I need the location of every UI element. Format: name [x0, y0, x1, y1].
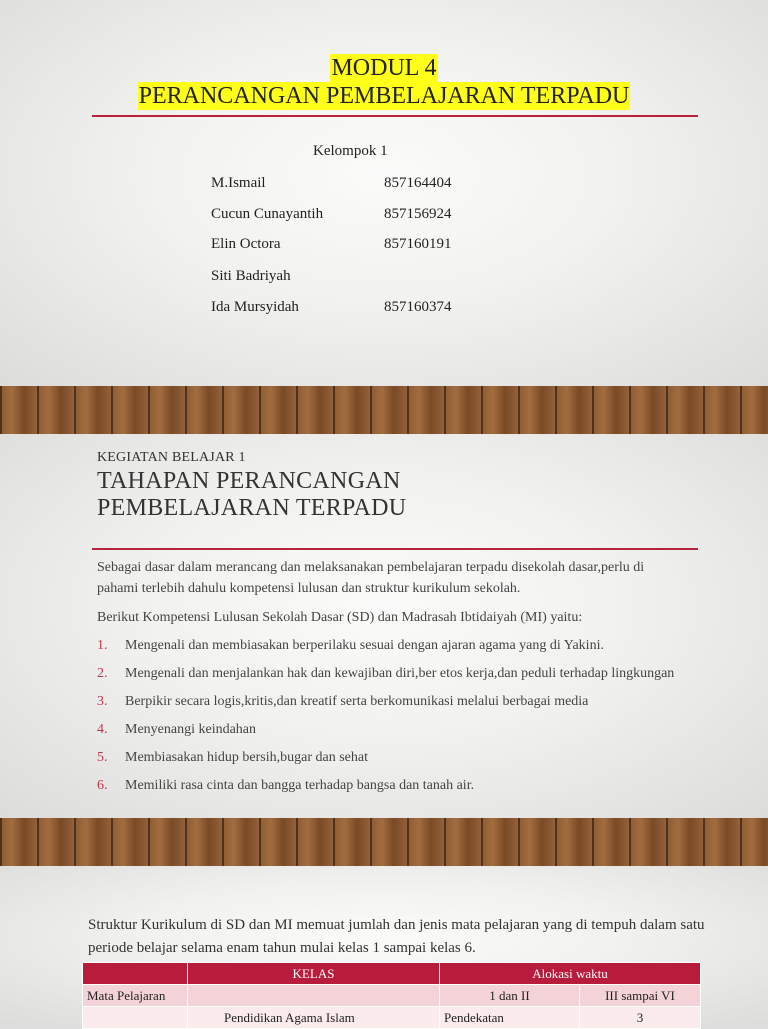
- member-name: Elin Octora: [211, 236, 281, 252]
- list-text: Memiliki rasa cinta dan bangga terhadap bangsa dan tanah air.: [125, 778, 475, 793]
- list-item: [97, 747, 687, 768]
- wood-floor-band: [0, 818, 768, 866]
- intro-paragraph: Sebagai dasar dalam merancang dan melaksanakan pembelajaran terpadu disekolah dasar,perlu di pahami terlebih dahulu kompetensi lulusan dan struktur kurikulum sekolah.: [97, 560, 645, 596]
- list-text: Berpikir secara logis,kritis,dan kreatif serta berkomunikasi melalui berbagai media: [125, 694, 589, 709]
- member-nim: 857156924: [384, 206, 452, 222]
- table-cell: Pendekatan: [440, 1007, 580, 1029]
- member-name: Ida Mursyidah: [211, 299, 299, 315]
- table-header-cell: [83, 963, 188, 985]
- wood-floor-band: [0, 386, 768, 434]
- lead-paragraph: Berikut Kompetensi Lulusan Sekolah Dasar (SD) dan Madrasah Ibtidaiyah (MI) yaitu:: [97, 610, 583, 625]
- member-nim: 857160374: [384, 299, 452, 315]
- member-nim: 857160191: [384, 236, 452, 252]
- member-row: [211, 299, 511, 319]
- table-header-cell: KELAS: [188, 963, 440, 985]
- section-title: [97, 468, 406, 522]
- member-row: [211, 268, 511, 288]
- curriculum-paragraph: Struktur Kurikulum di SD dan MI memuat jumlah dan jenis mata pelajaran yang di tempuh dalam satu periode belajar selama enam tahun mulai kelas 1 sampai kelas 6.: [88, 917, 705, 956]
- section-title-line-2: PEMBELAJARAN TERPADU: [97, 495, 407, 521]
- table-cell: Pendidikan Agama Islam: [188, 1007, 440, 1029]
- list-item: [97, 719, 687, 740]
- table-cell: Mata Pelajaran: [83, 985, 188, 1007]
- group-label: Kelompok 1: [313, 143, 388, 159]
- list-number: 4.: [97, 722, 108, 737]
- list-item: [97, 635, 687, 656]
- table-cell: 3: [580, 1007, 701, 1029]
- table-header-row: [83, 963, 701, 985]
- list-item: [97, 663, 687, 684]
- member-name: Siti Badriyah: [211, 268, 291, 284]
- member-row: [211, 236, 511, 256]
- list-text: Mengenali dan menjalankan hak dan kewajiban diri,ber etos kerja,dan peduli terhadap lingkungan: [125, 666, 675, 681]
- member-name: M.Ismail: [211, 175, 266, 191]
- section-title-line-1: TAHAPAN PERANCANGAN: [97, 468, 401, 494]
- list-text: Menyenangi keindahan: [125, 722, 257, 737]
- table-row: [83, 1007, 701, 1029]
- curriculum-table: [82, 962, 701, 1029]
- member-row: [211, 206, 511, 226]
- list-item: [97, 691, 687, 712]
- member-nim: 857164404: [384, 175, 452, 191]
- member-row: [211, 175, 511, 195]
- title-divider: [92, 115, 698, 117]
- module-title: [0, 54, 768, 110]
- table-row: [83, 985, 701, 1007]
- table-cell: III sampai VI: [580, 985, 701, 1007]
- table-cell: [188, 985, 440, 1007]
- list-item: [97, 775, 687, 796]
- list-number: 5.: [97, 750, 108, 765]
- list-text: Mengenali dan membiasakan berperilaku sesuai dengan ajaran agama yang di Yakini.: [125, 638, 604, 653]
- section-divider: [92, 548, 698, 550]
- list-number: 3.: [97, 694, 108, 709]
- list-number: 1.: [97, 638, 108, 653]
- table-cell: [83, 1007, 188, 1029]
- list-number: 2.: [97, 666, 108, 681]
- member-name: Cucun Cunayantih: [211, 206, 324, 222]
- competency-list: [97, 635, 687, 803]
- table-header-cell: Alokasi waktu: [440, 963, 701, 985]
- list-text: Membiasakan hidup bersih,bugar dan sehat: [125, 750, 368, 765]
- table-cell: 1 dan II: [440, 985, 580, 1007]
- module-title-line-2: PERANCANGAN PEMBELAJARAN TERPADU: [138, 83, 630, 109]
- list-number: 6.: [97, 778, 108, 793]
- section-subtitle: KEGIATAN BELAJAR 1: [97, 450, 246, 465]
- module-title-line-1: MODUL 4: [331, 55, 437, 81]
